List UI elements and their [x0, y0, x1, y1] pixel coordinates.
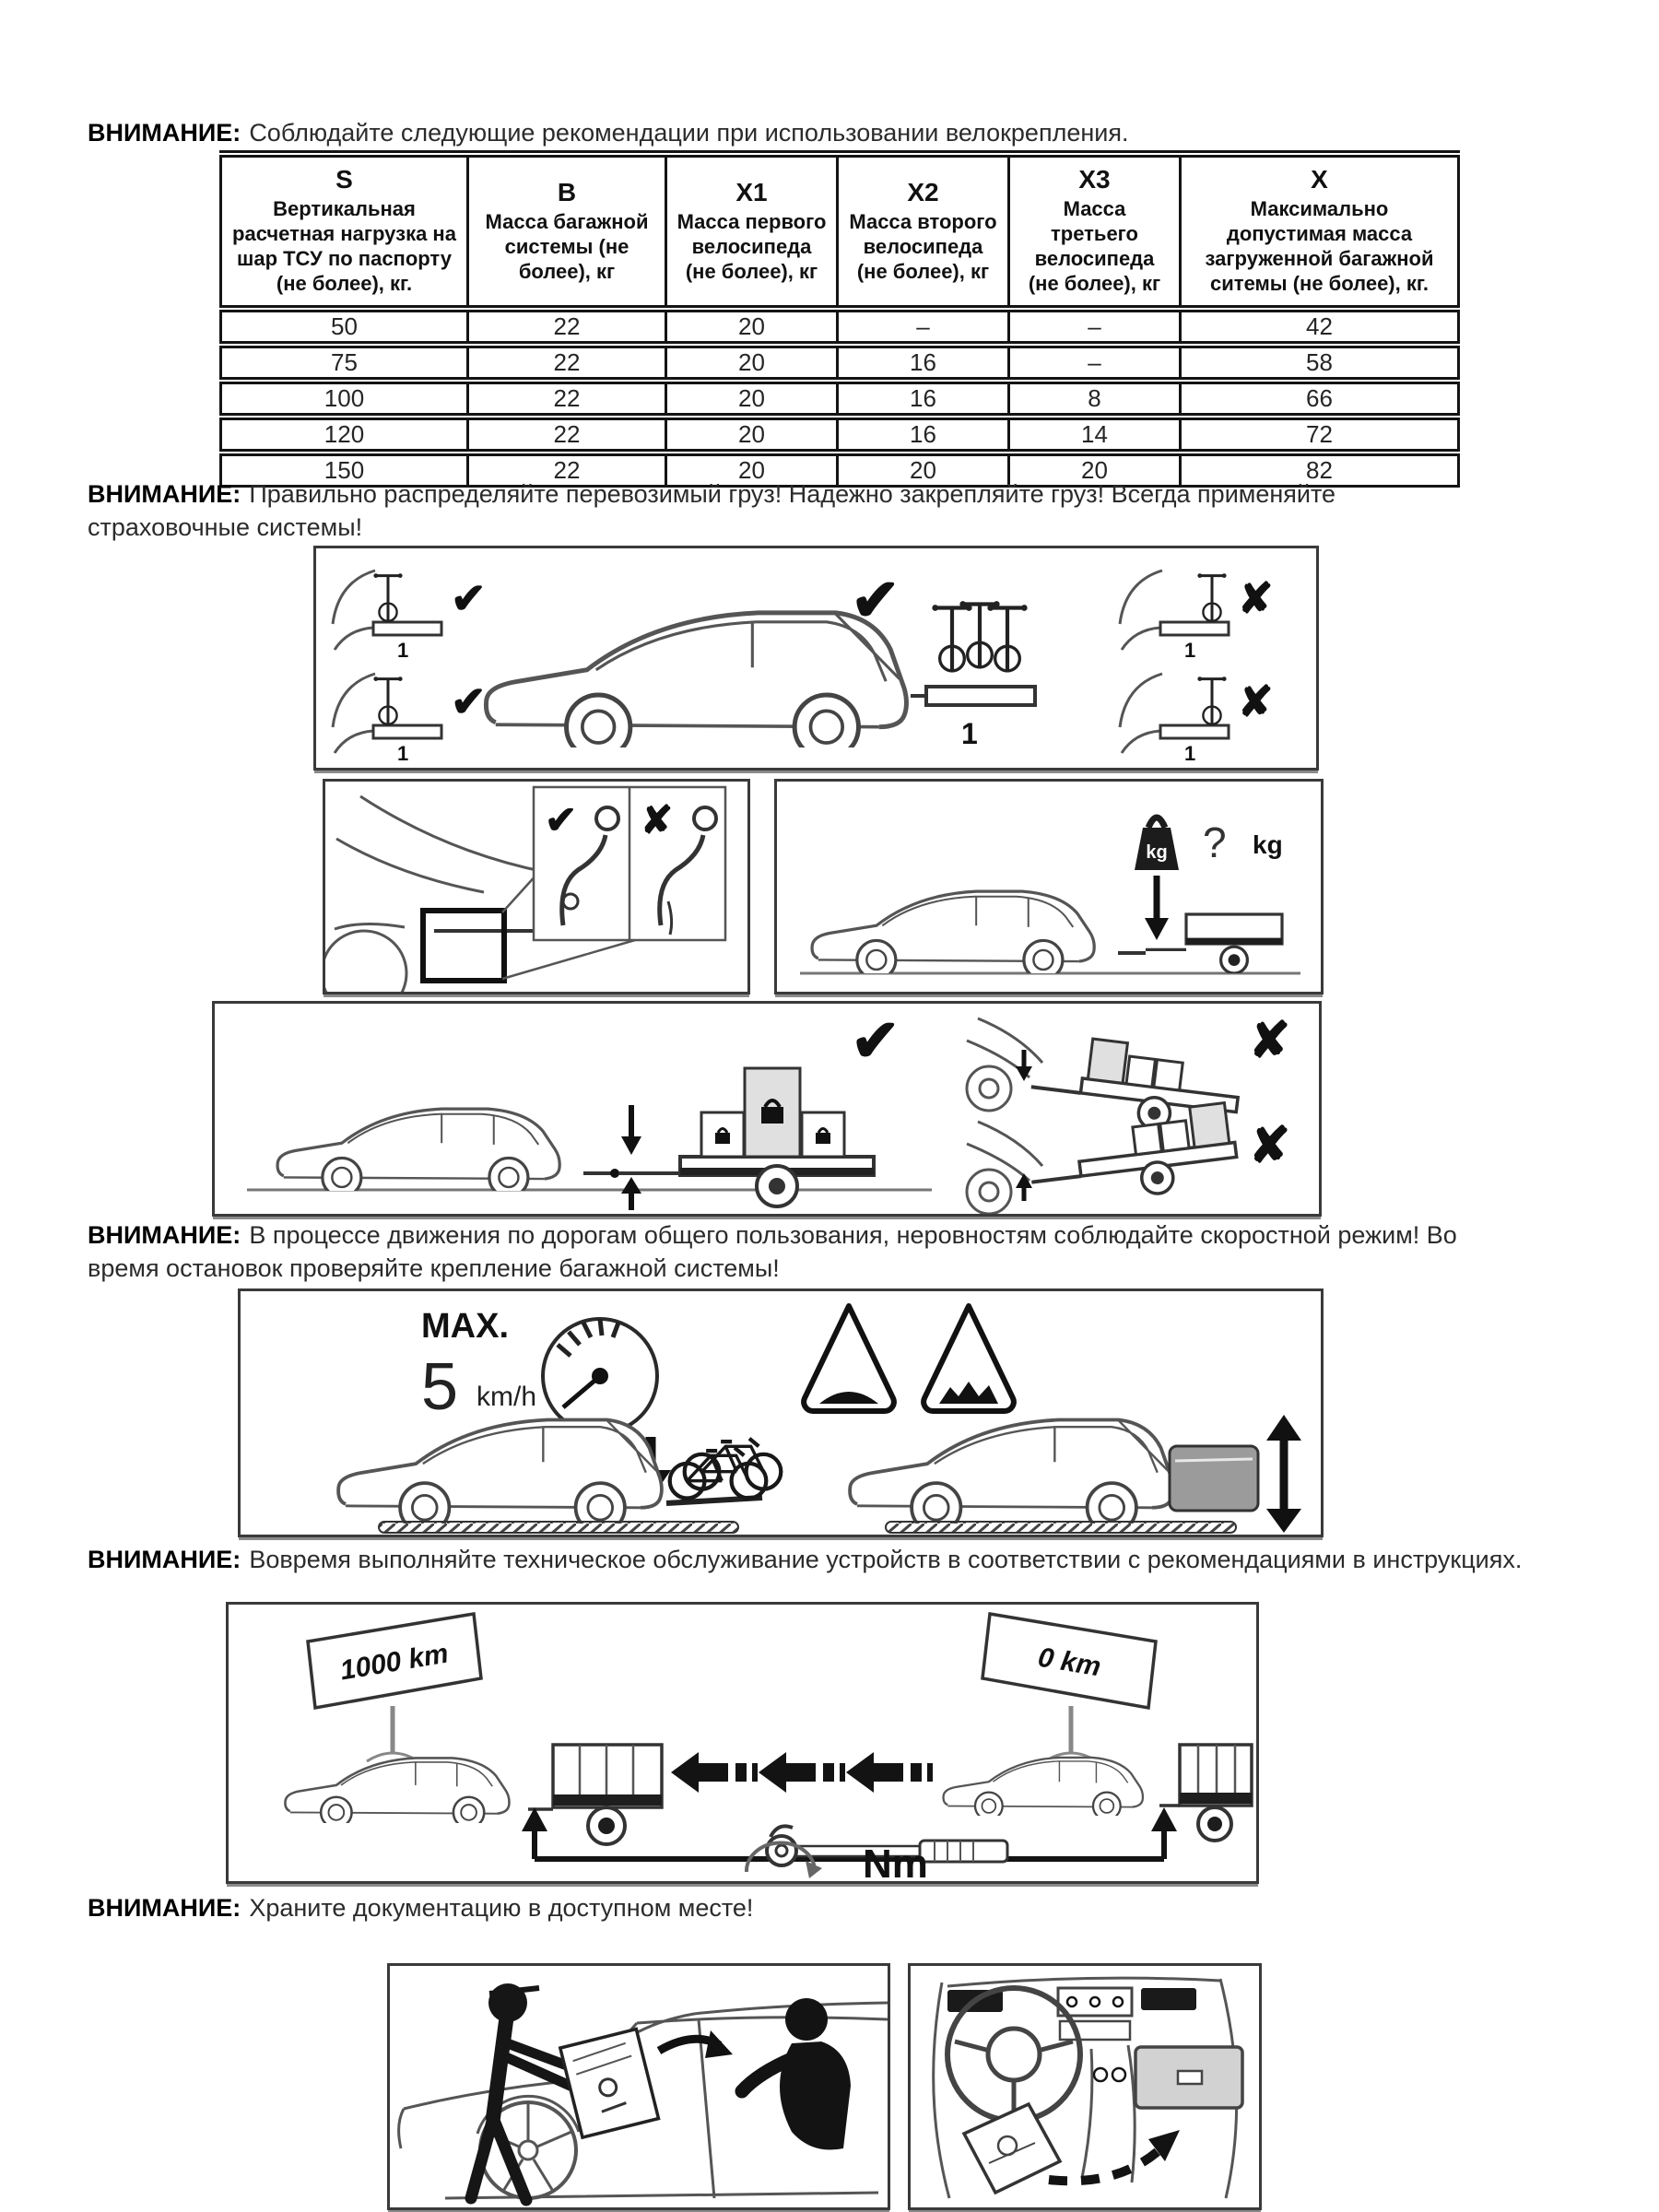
- person-receiving-documents: [742, 1998, 851, 2150]
- cell: 20: [666, 417, 838, 453]
- table-row: [221, 417, 1459, 453]
- speed-value: 5: [421, 1350, 459, 1424]
- cell: 22: [468, 309, 666, 345]
- cross-icon: ✘: [1249, 1013, 1291, 1068]
- rack-position-number: 1: [961, 717, 978, 750]
- sign-1000km: [308, 1614, 481, 1761]
- cell: 8: [1009, 381, 1181, 417]
- col-header-x3: X3 Масса третьего велосипеда (не более), кг: [1009, 154, 1181, 309]
- cell: 20: [1009, 453, 1181, 487]
- warning-label: ВНИМАНИЕ:: [88, 1221, 241, 1249]
- cell: –: [1009, 345, 1181, 381]
- wrong-trailer-loading-front: [967, 1013, 1290, 1138]
- figure-document-handover: [387, 1963, 890, 2210]
- kg-unit-label: kg: [1253, 830, 1283, 859]
- warning-5-text: Храните документацию в доступном месте!: [249, 1894, 754, 1922]
- cell: 16: [838, 345, 1009, 381]
- cross-icon: ✘: [641, 798, 674, 841]
- sign-0km-label: 0 km: [1035, 1641, 1103, 1683]
- cell: 20: [666, 453, 838, 487]
- warning-label: ВНИМАНИЕ:: [88, 1894, 241, 1922]
- up-arrow-icon: [522, 1807, 547, 1831]
- figure-tongue-weight: [774, 779, 1324, 994]
- transfer-arrow-head: [705, 2030, 733, 2058]
- col-header-s: S Вертикальная расчетная нагрузка на шар ТСУ по паспорту (не более), кг.: [221, 154, 468, 309]
- cell: 58: [1181, 345, 1459, 381]
- warning-label: ВНИМАНИЕ:: [88, 1546, 241, 1573]
- figure-speed-limit: [238, 1288, 1324, 1537]
- figure-load-distribution: [212, 1001, 1322, 1217]
- check-icon: ✔: [545, 798, 578, 841]
- rough-road-warning-sign: [924, 1306, 1014, 1411]
- sign-0km: [982, 1614, 1156, 1761]
- warning-2-text: Правильно распределяйте перевозимый груз! Надежно закрепляйте груз! Всегда применяйте страховочные системы!: [88, 480, 1336, 541]
- rack-position-number: 1: [397, 742, 409, 765]
- warning-3: [88, 1218, 1470, 1285]
- wrong-loading-examples: [1120, 571, 1274, 765]
- cell: 120: [221, 417, 468, 453]
- correct-loading-examples: [333, 571, 487, 765]
- warning-label: ВНИМАНИЕ:: [88, 119, 241, 147]
- cell: 42: [1181, 309, 1459, 345]
- cell: 75: [221, 345, 468, 381]
- cell: 50: [221, 309, 468, 345]
- warning-5: [88, 1891, 1101, 1924]
- car-with-bike-rack-illustration: [486, 567, 1035, 759]
- warning-1: [88, 116, 1488, 149]
- weight-icon: [1135, 818, 1179, 870]
- cell: 16: [838, 381, 1009, 417]
- col-header-x2: X2 Масса второго велосипеда (не более), кг: [838, 154, 1009, 309]
- figure-hitch-detail: [323, 779, 750, 994]
- cell: 20: [666, 309, 838, 345]
- table-row: [221, 309, 1459, 345]
- cell: 72: [1181, 417, 1459, 453]
- cell: 150: [221, 453, 468, 487]
- table-row: [221, 345, 1459, 381]
- cell: 14: [1009, 417, 1181, 453]
- torque-unit-label: Nm: [863, 1841, 928, 1881]
- car-trailer-new: [944, 1745, 1252, 1841]
- warning-4-text: Вовремя выполняйте техническое обслуживание устройств в соответствии с рекомендациями в инструкциях.: [249, 1546, 1523, 1573]
- rack-position-number: 1: [1184, 742, 1196, 765]
- rack-position-number: 1: [1184, 639, 1196, 662]
- glove-box: [1135, 2047, 1242, 2108]
- speedometer-icon: [543, 1319, 657, 1433]
- col-header-b: B Масса багажной системы (не более), кг: [468, 154, 666, 309]
- weight-kg-label: kg: [1146, 842, 1168, 863]
- max-label: MAX.: [421, 1307, 509, 1346]
- car-with-cargo-box-over-bumps: [850, 1415, 1301, 1533]
- cell: 66: [1181, 381, 1459, 417]
- figure-glovebox-storage: [908, 1963, 1262, 2210]
- direction-arrows: [671, 1752, 933, 1793]
- check-icon: ✔: [451, 574, 487, 622]
- cell: 100: [221, 381, 468, 417]
- sign-1000km-label: 1000 km: [337, 1638, 451, 1687]
- cell: 82: [1181, 453, 1459, 487]
- document-icon: [964, 2104, 1060, 2193]
- col-header-x1: X1 Масса первого велосипеда (не более), кг: [666, 154, 838, 309]
- cell: –: [1009, 309, 1181, 345]
- check-icon: ✔: [851, 567, 900, 633]
- torque-wrench-icon: [747, 1826, 1007, 1881]
- dashed-arrow-icon: [1049, 2148, 1161, 2181]
- car-with-bikes-over-bumps: [338, 1420, 781, 1533]
- load-limits-table: [219, 150, 1460, 488]
- car-and-trailer-illustration: [800, 891, 1300, 979]
- steering-wheel-icon: [947, 1988, 1080, 2121]
- cell: 22: [468, 453, 666, 487]
- car-trailer-after: [285, 1745, 662, 1844]
- question-mark: ?: [1203, 818, 1227, 866]
- cell: 20: [666, 345, 838, 381]
- cell: 22: [468, 381, 666, 417]
- cell: 22: [468, 417, 666, 453]
- warning-4: [88, 1543, 1599, 1576]
- cross-icon: ✘: [1238, 574, 1274, 622]
- col-header-x: X Максимально допустимая масса загруженной багажной ситемы (не более), кг.: [1181, 154, 1459, 309]
- warning-2: [88, 477, 1442, 544]
- rack-position-number: 1: [397, 639, 409, 662]
- bump-warning-sign: [804, 1306, 894, 1411]
- down-arrow-icon: [1145, 918, 1169, 940]
- up-arrow-icon: [1266, 1415, 1301, 1441]
- check-icon: ✔: [851, 1007, 900, 1074]
- warning-label: ВНИМАНИЕ:: [88, 480, 241, 508]
- check-icon: ✔: [451, 677, 487, 725]
- cell: 16: [838, 417, 1009, 453]
- warning-1-text: Соблюдайте следующие рекомендации при использовании велокрепления.: [249, 119, 1129, 147]
- cross-icon: ✘: [1249, 1118, 1291, 1173]
- down-arrow-icon: [1266, 1509, 1301, 1533]
- safety-cable-inset: [534, 787, 725, 940]
- speed-unit: km/h: [477, 1382, 537, 1412]
- cell: –: [838, 309, 1009, 345]
- cross-icon: ✘: [1238, 677, 1274, 725]
- wrong-trailer-loading-rear: [967, 1102, 1290, 1214]
- warning-3-text: В процессе движения по дорогам общего пользования, неровностям соблюдайте скоростной режим! Во время остановок проверяйте крепление багажной системы!: [88, 1221, 1457, 1282]
- correct-trailer-loading: [247, 1007, 932, 1210]
- table-header-row: [221, 154, 1459, 309]
- cell: 22: [468, 345, 666, 381]
- table-row: [221, 381, 1459, 417]
- cell: 20: [838, 453, 1009, 487]
- down-arrow-icon: [621, 1136, 641, 1155]
- figure-bike-loading: [313, 546, 1319, 771]
- figure-maintenance-interval: [226, 1602, 1259, 1884]
- up-arrow-icon: [1151, 1807, 1177, 1831]
- up-arrow-icon: [621, 1177, 641, 1194]
- cell: 20: [666, 381, 838, 417]
